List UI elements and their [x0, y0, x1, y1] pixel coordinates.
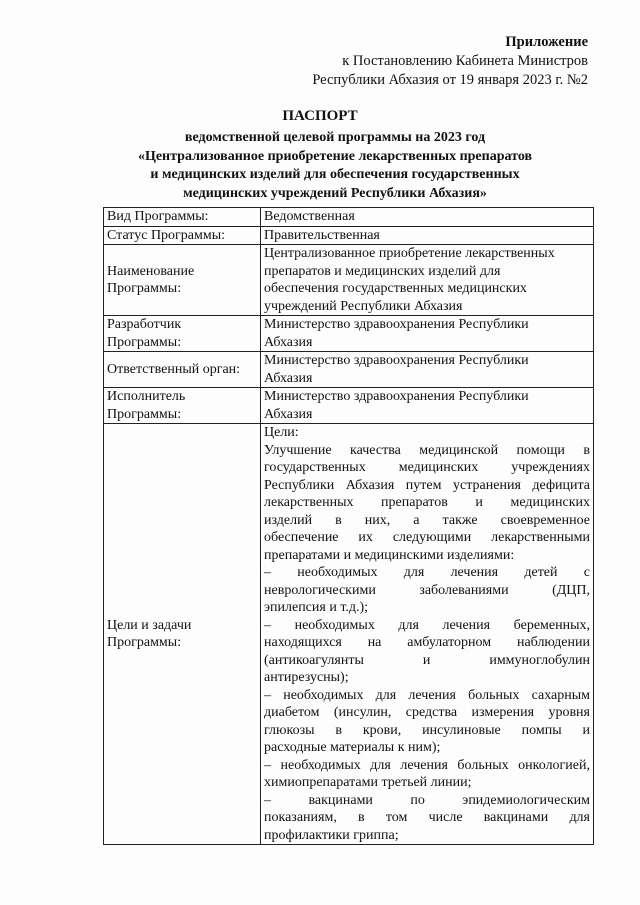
row-label	[104, 226, 261, 245]
goals-text-line: – необходимых для лечения больных сахарным	[264, 687, 590, 703]
goals-label-line: Цели и задачи	[107, 617, 192, 633]
table-row	[104, 316, 594, 352]
row-value-line: Абхазия	[264, 370, 313, 386]
document-title: ПАСПОРТ	[282, 108, 358, 124]
goals-value	[261, 424, 594, 845]
goals-text-line: диабетом (инсулин, средства измерения уровня	[264, 705, 590, 720]
row-value-line: Абхазия	[264, 334, 313, 350]
row-label-line: Статус Программы:	[107, 227, 226, 243]
row-value-line: учреждений Республики Абхазия	[264, 298, 463, 314]
row-value	[261, 226, 594, 245]
goals-text-line: препаратами и медицинскими изделиями:	[264, 547, 515, 563]
goals-text-line: Цели:	[264, 425, 299, 440]
row-value-line: обеспечения государственных медицинских	[264, 281, 527, 296]
goals-text-line: антирезусны);	[264, 670, 349, 685]
row-value-line: Абхазия	[264, 406, 313, 422]
row-label-line: Исполнитель	[107, 389, 186, 404]
table-row-goals	[104, 424, 594, 845]
subtitle-line: медицинских учреждений Республики Абхазия»	[183, 185, 487, 201]
goals-text-line: Республики Абхазия путем устранения дефицита	[264, 477, 590, 493]
row-label-line: Программы:	[107, 281, 182, 296]
goals-label	[104, 424, 261, 845]
appendix-header	[312, 33, 588, 90]
row-label-line: Разработчик	[107, 317, 182, 332]
goals-text-line: изделий в них, а также своевременное	[264, 512, 590, 528]
row-value-line: Министерство здравоохранения Республики	[264, 353, 529, 368]
row-value	[261, 352, 594, 388]
goals-text-line: – необходимых для лечения больных онкологией,	[264, 757, 590, 773]
goals-text-line: Улучшение качества медицинской помощи в	[264, 442, 590, 458]
appendix-title: Приложение	[505, 34, 588, 50]
row-value-line: препаратов и медицинских изделий для	[264, 263, 501, 279]
goals-text-line: химиопрепаратами третьей линии;	[264, 775, 472, 790]
row-label	[104, 388, 261, 424]
row-value-line: Ведомственная	[264, 209, 355, 224]
row-label-line: Программы:	[107, 406, 182, 422]
appendix-line-1: к Постановлению Кабинета Министров	[342, 53, 588, 69]
row-value	[261, 245, 594, 316]
row-value	[261, 208, 594, 227]
row-value-line: Министерство здравоохранения Республики	[264, 389, 529, 404]
table-row	[104, 226, 594, 245]
goals-text-line: неврологическими заболеваниями (ДЦП,	[264, 582, 590, 598]
goals-text-line: обеспечение их следующими лекарственными	[264, 530, 590, 545]
goals-text-line: находящихся на амбулаторном наблюдении	[264, 635, 590, 650]
row-label	[104, 208, 261, 227]
goals-text-line: показаниям, в том числе вакцинами для	[264, 810, 590, 825]
goals-text-line: профилактики гриппа;	[264, 827, 399, 843]
goals-text-line: (антикоагулянты и иммуноглобулин	[264, 652, 590, 668]
row-label	[104, 352, 261, 388]
subtitle-line: «Централизованное приобретение лекарственных препаратов	[137, 148, 533, 164]
table-row	[104, 208, 594, 227]
passport-table	[103, 207, 594, 845]
goals-text-line: эпилепсия и т.д.);	[264, 600, 369, 615]
document-subtitle	[80, 129, 590, 203]
row-value-line: Централизованное приобретение лекарственных	[264, 246, 555, 261]
row-label-line: Ответственный орган:	[107, 361, 241, 377]
table-row	[104, 245, 594, 316]
goals-text-line: – необходимых для лечения беременных,	[264, 617, 590, 633]
subtitle-line: и медицинских изделий для обеспечения государственных	[150, 167, 520, 182]
row-value	[261, 316, 594, 352]
goals-text-line: лекарственных препаратов и медицинских	[264, 495, 590, 510]
row-label-line: Вид Программы:	[107, 209, 209, 224]
row-label-line: Программы:	[107, 334, 182, 350]
goals-text-line: – необходимых для лечения детей с	[264, 565, 590, 580]
goals-text-line: глюкозы в крови, инсулиновые помпы и	[264, 722, 590, 738]
goals-text-line: государственных медицинских учреждениях	[264, 460, 590, 475]
table-row	[104, 352, 594, 388]
goals-label-line: Программы:	[107, 635, 182, 650]
table-row	[104, 388, 594, 424]
row-value-line: Министерство здравоохранения Республики	[264, 317, 529, 332]
row-value	[261, 388, 594, 424]
appendix-line-2: Республики Абхазия от 19 января 2023 г. №2	[312, 72, 588, 88]
row-label	[104, 245, 261, 316]
row-label	[104, 316, 261, 352]
row-value-line: Правительственная	[264, 227, 380, 243]
goals-text-line: расходные материалы к ним);	[264, 740, 441, 755]
subtitle-line: ведомственной целевой программы на 2023 год	[184, 130, 486, 145]
row-label-line: Наименование	[107, 263, 195, 279]
goals-text-line: – вакцинами по эпидемиологическим	[264, 792, 590, 808]
